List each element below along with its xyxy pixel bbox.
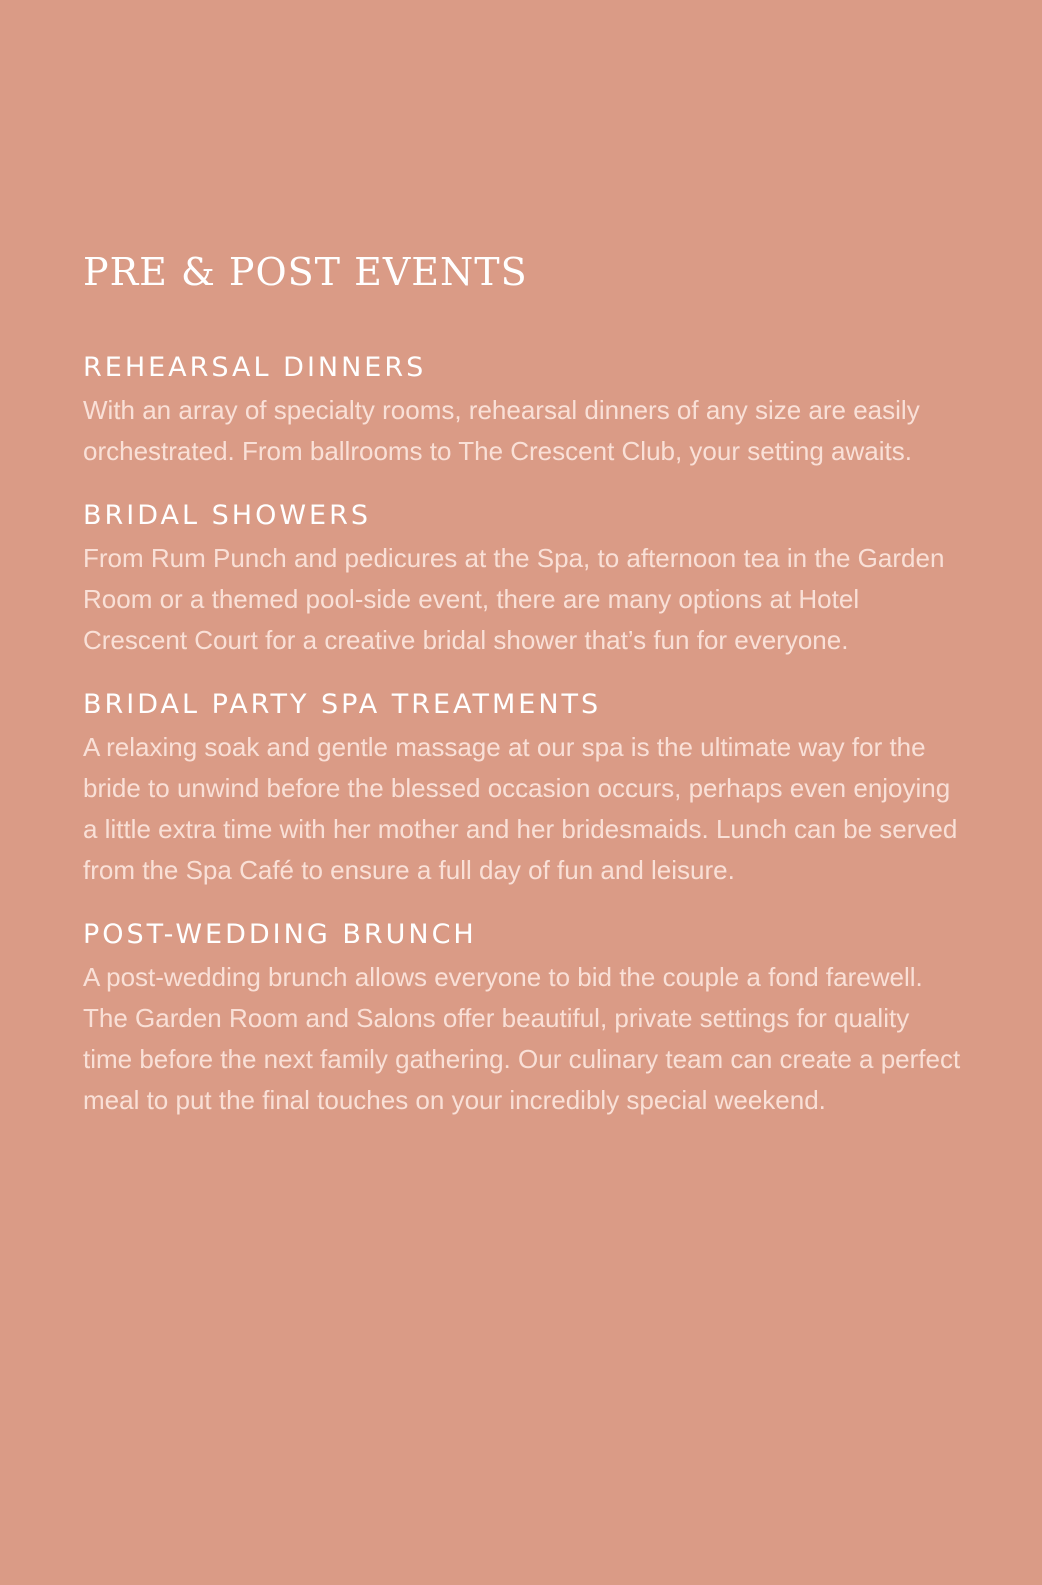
section-body: A relaxing soak and gentle massage at our spa is the ultimate way for the bride to unwind before the blessed occasion occurs, perhaps even enjoying a little extra time with her mother and her bridesmaids. Lunch can be served from the Spa Café to ensure a full day of fun and leisure.: [83, 732, 958, 885]
section-heading: BRIDAL PARTY SPA TREATMENTS: [83, 689, 602, 720]
section-post-wedding-brunch: [83, 917, 963, 1121]
page-content: [83, 248, 963, 1147]
section-rehearsal-dinners: [83, 350, 963, 472]
section-heading: POST-WEDDING BRUNCH: [83, 919, 477, 950]
section-bridal-party-spa-treatments: [83, 687, 963, 891]
page-title: PRE & POST EVENTS: [83, 250, 528, 294]
section-body: A post-wedding brunch allows everyone to bid the couple a fond farewell. The Garden Room and Salons offer beautiful, private settings for quality time before the next family gathering. Our culinary team can create a perfect meal to put the final touches on your incredibly special weekend.: [83, 962, 961, 1115]
section-heading: REHEARSAL DINNERS: [83, 352, 427, 383]
section-body: From Rum Punch and pedicures at the Spa, to afternoon tea in the Garden Room or a themed pool-side event, there are many options at Hotel Crescent Court for a creative bridal shower that’s fun for everyone.: [83, 543, 945, 655]
section-body: With an array of specialty rooms, rehearsal dinners of any size are easily orchestrated. From ballrooms to The Crescent Club, your setting awaits.: [83, 395, 920, 466]
section-heading: BRIDAL SHOWERS: [83, 500, 372, 531]
section-bridal-showers: [83, 498, 963, 661]
